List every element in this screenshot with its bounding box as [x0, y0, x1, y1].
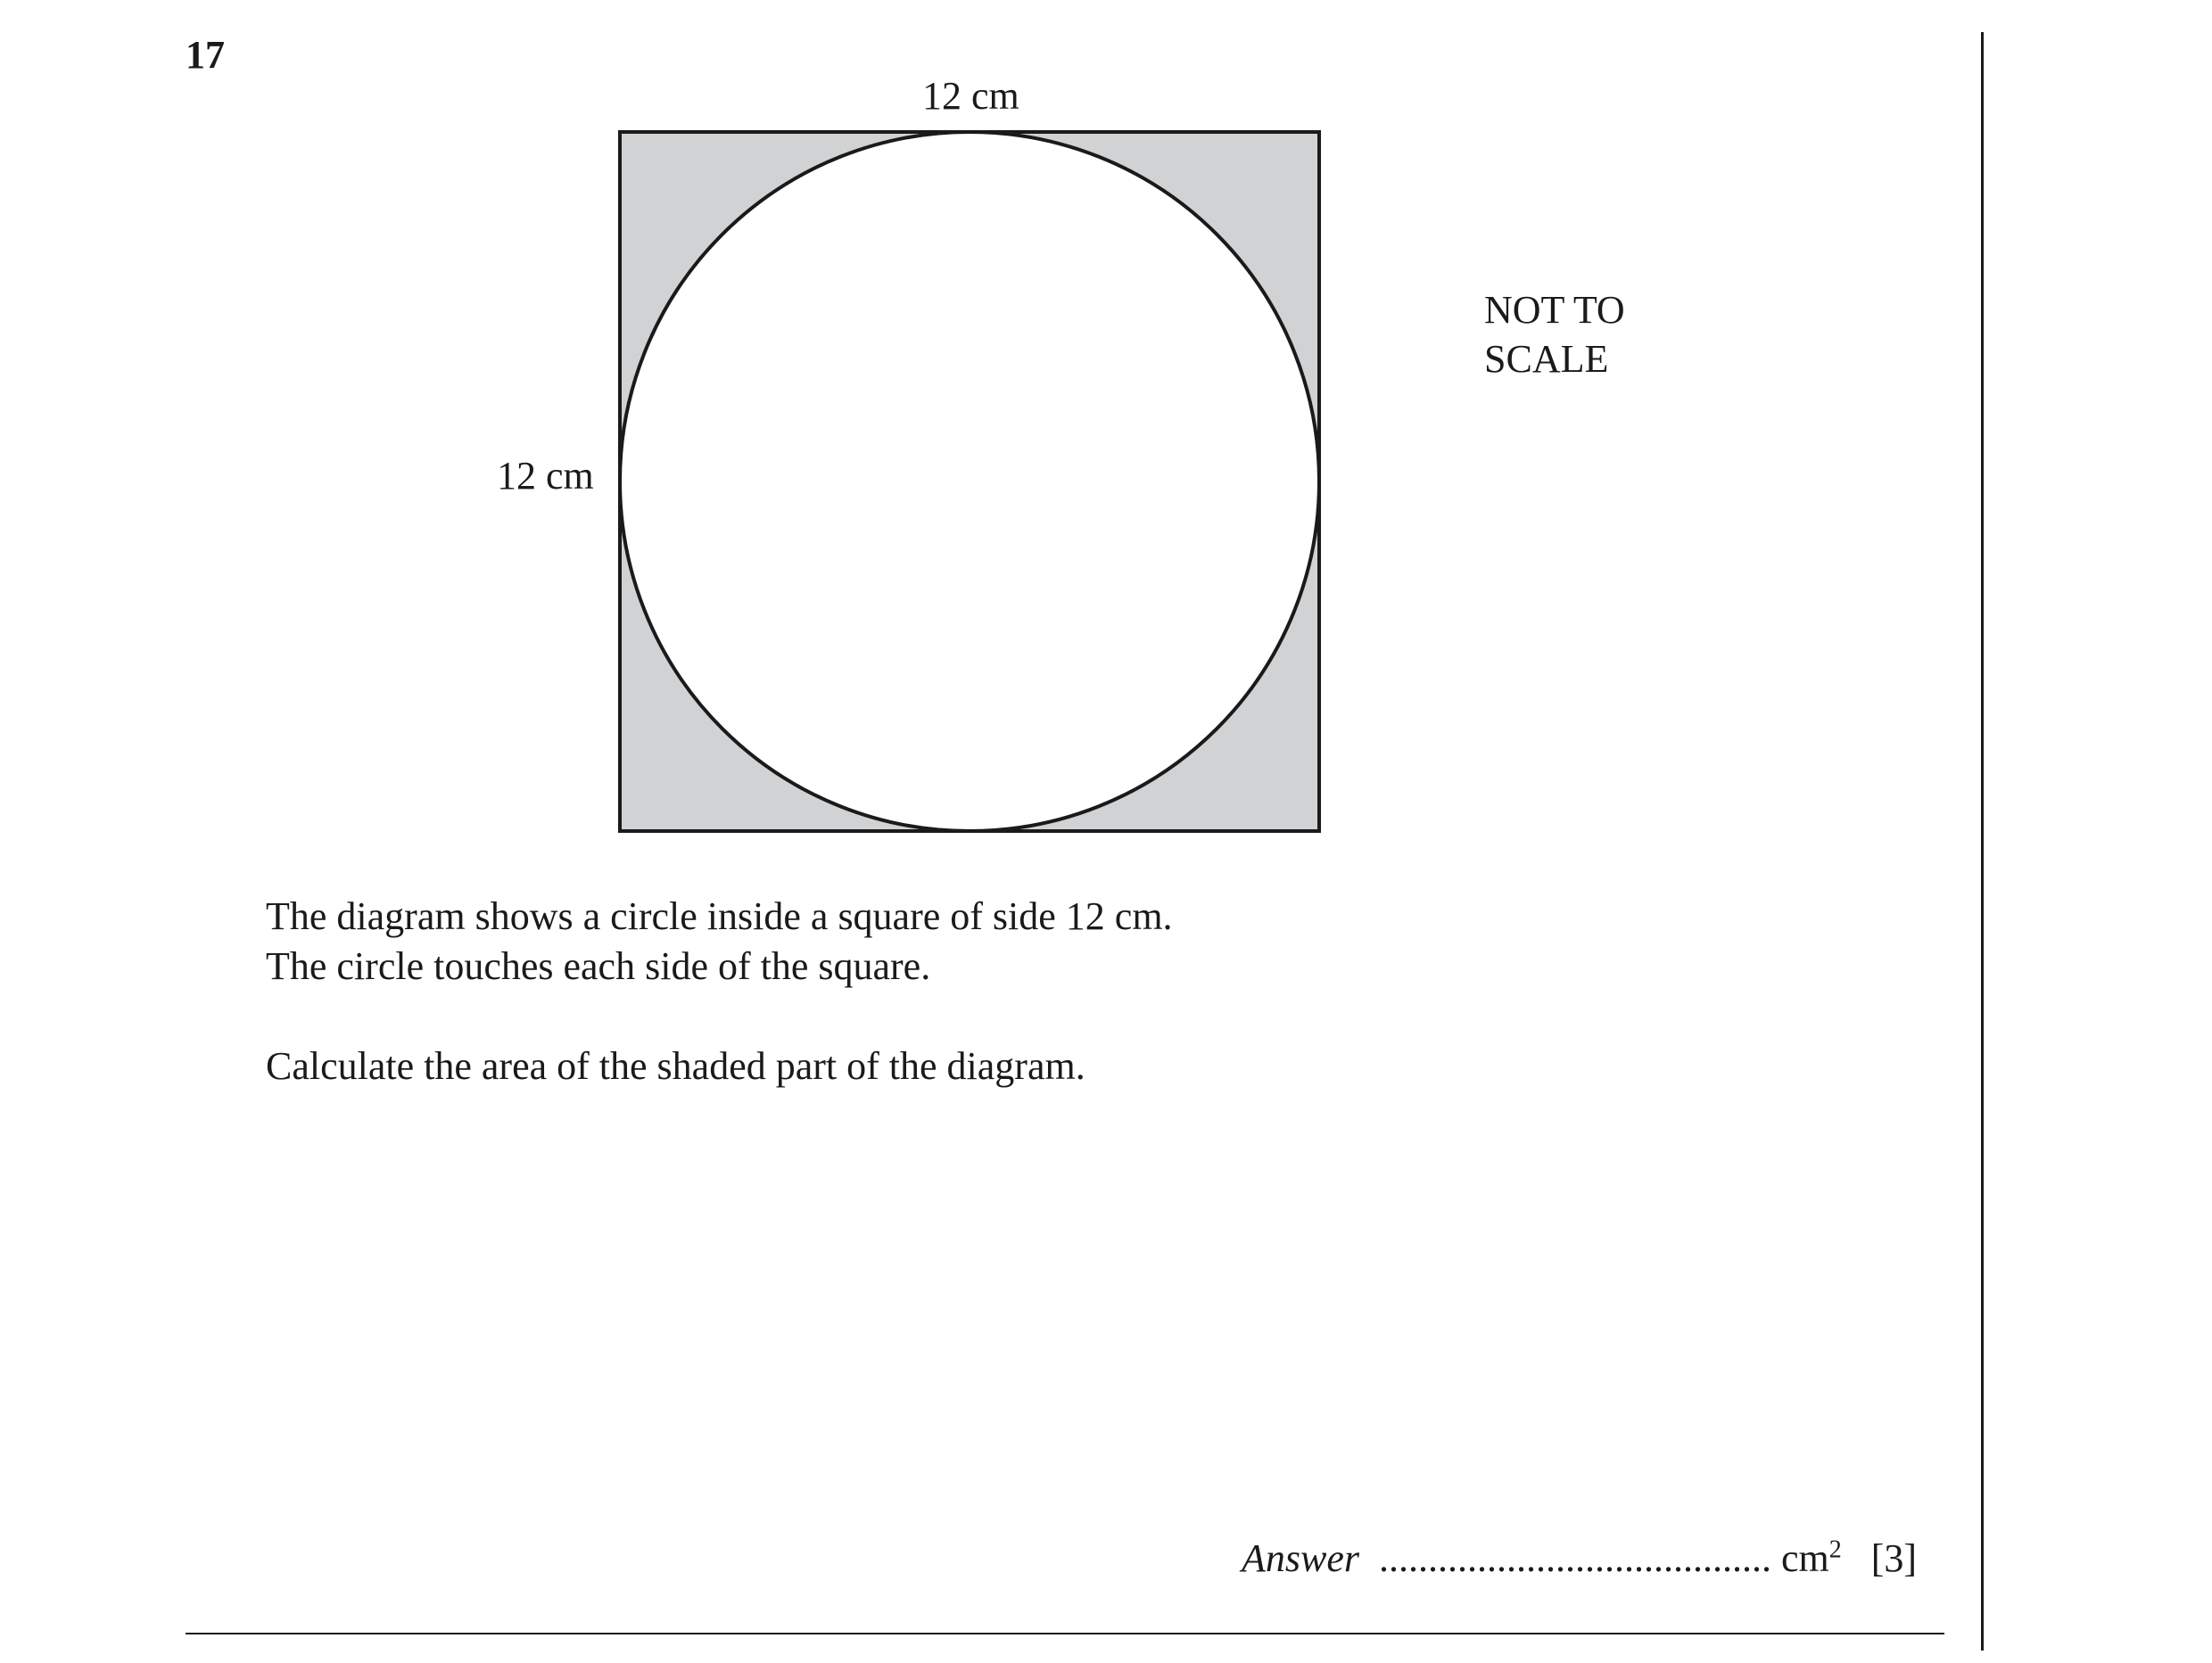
- not-to-scale-note: [1484, 285, 1625, 383]
- scale-note-line2: SCALE: [1484, 337, 1609, 381]
- marks-label: [3]: [1870, 1536, 1918, 1580]
- left-side-label: 12 cm: [497, 454, 594, 498]
- inscribed-circle: [620, 132, 1319, 831]
- answer-label: Answer: [1242, 1536, 1359, 1580]
- top-side-label: 12 cm: [922, 74, 1019, 118]
- answer-dots[interactable]: ........................................: [1379, 1536, 1771, 1580]
- question-instruction: Calculate the area of the shaded part of the diagram.: [266, 1044, 1085, 1088]
- question-line-1: The diagram shows a circle inside a square of side 12 cm.: [266, 894, 1173, 938]
- question-line-2: The circle touches each side of the square.: [266, 944, 931, 988]
- answer-line: [1242, 1535, 1917, 1581]
- unit-power: 2: [1828, 1535, 1842, 1564]
- question-text: [266, 892, 1173, 1091]
- question-number: 17: [186, 33, 225, 77]
- answer-unit: [1781, 1536, 1842, 1580]
- scale-note-line1: NOT TO: [1484, 288, 1625, 332]
- unit-base: cm: [1781, 1536, 1829, 1580]
